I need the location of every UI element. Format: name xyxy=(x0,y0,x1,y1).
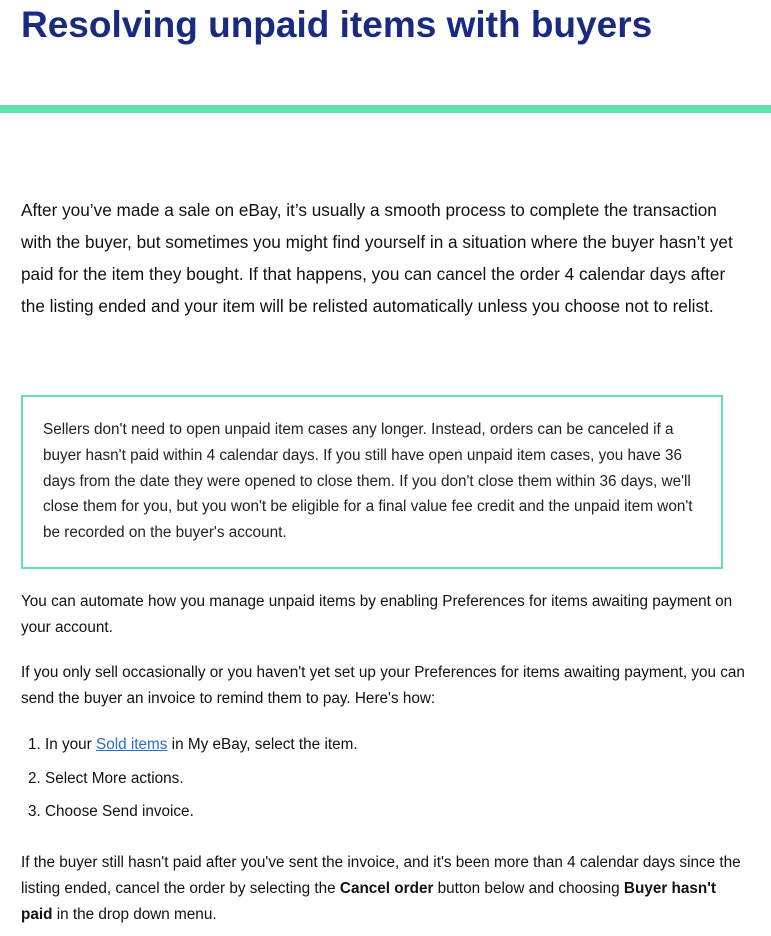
intro-paragraph: After you’ve made a sale on eBay, it’s usually a smooth process to complete the transaction with the buyer, but sometimes you might find yourself in a situation where the buyer hasn’t yet paid for the item they bought. If that happens, you can cancel the order 4 calendar days after the listing ended and your item will be relisted automatically unless you choose not to relist. xyxy=(21,200,733,316)
list-item xyxy=(28,766,358,792)
cancel-text: button below and choosing xyxy=(433,880,624,897)
accent-divider xyxy=(0,105,771,113)
invoice-intro-paragraph: If you only sell occasionally or you haven't yet set up your Preferences for items awaiting payment, you can send the buyer an invoice to remind them to pay. Here's how: xyxy=(21,664,745,707)
sold-items-link[interactable]: Sold items xyxy=(96,736,168,753)
step-text: Select More actions. xyxy=(45,769,184,787)
cancel-text: in the drop down menu. xyxy=(52,906,217,923)
automate-paragraph: You can automate how you manage unpaid items by enabling Preferences for items awaiting payment on your account. xyxy=(21,593,733,636)
list-item xyxy=(28,732,358,758)
step-text: In your xyxy=(45,736,97,753)
notice-box xyxy=(21,395,723,569)
step-text: Choose Send invoice. xyxy=(45,803,194,820)
step-number: 3. xyxy=(28,803,41,820)
buyer-hasnt-paid-label: Buyer hasn't paid xyxy=(21,880,716,923)
step-number: 2. xyxy=(28,769,41,787)
notice-text: Sellers don't need to open unpaid item cases any longer. Instead, orders can be canceled if a buyer hasn't paid within 4 calendar days. If you still have open unpaid item cases, you have 36 days from the date they were opened to close them. If you don't close them within 36 days, we'll close them for you, but you won't be eligible for a final value fee credit and the unpaid item won't be recorded on the buyer's account. xyxy=(43,421,693,542)
step-number: 1. xyxy=(28,736,41,753)
cancel-text: If the buyer still hasn't paid after you've sent the invoice, and it's been more than 4 calendar days since the listing ended, cancel the order by selecting the xyxy=(21,854,741,897)
page-title: Resolving unpaid items with buyers xyxy=(21,4,653,45)
cancel-order-paragraph xyxy=(21,850,751,928)
invoice-steps-list xyxy=(28,732,358,833)
step-text: in My eBay, select the item. xyxy=(167,736,358,753)
cancel-order-label: Cancel order xyxy=(339,880,434,897)
list-item xyxy=(28,799,358,825)
